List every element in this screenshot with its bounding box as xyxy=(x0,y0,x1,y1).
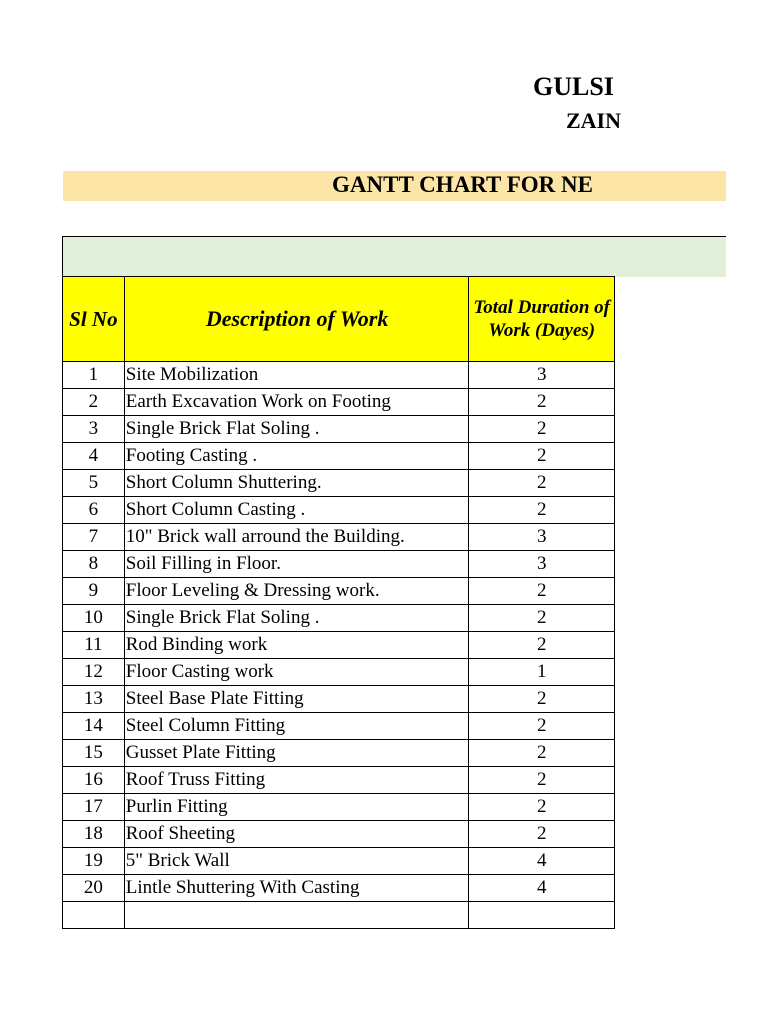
cell-duration[interactable]: 2 xyxy=(469,470,615,497)
table-row xyxy=(63,605,615,632)
document-subtitle: ZAIN xyxy=(566,108,622,133)
cell-sl-no[interactable]: 4 xyxy=(63,443,125,470)
cell-duration[interactable] xyxy=(469,902,615,929)
header-duration[interactable]: Total Duration of Work (Dayes) xyxy=(469,277,615,362)
cell-sl-no[interactable]: 8 xyxy=(63,551,125,578)
cell-duration[interactable]: 3 xyxy=(469,551,615,578)
cell-duration[interactable]: 3 xyxy=(469,362,615,389)
cell-duration[interactable]: 2 xyxy=(469,605,615,632)
cell-duration[interactable]: 1 xyxy=(469,659,615,686)
cell-duration[interactable]: 2 xyxy=(469,767,615,794)
cell-sl-no[interactable]: 17 xyxy=(63,794,125,821)
table-row xyxy=(63,497,615,524)
table-row xyxy=(63,686,615,713)
cell-description[interactable]: Soil Filling in Floor. xyxy=(124,551,469,578)
table-row xyxy=(63,740,615,767)
cell-sl-no[interactable]: 14 xyxy=(63,713,125,740)
table-row xyxy=(63,821,615,848)
cell-sl-no[interactable]: 15 xyxy=(63,740,125,767)
table-row xyxy=(63,443,615,470)
cell-description[interactable]: Site Mobilization xyxy=(124,362,469,389)
cell-description[interactable]: Purlin Fitting xyxy=(124,794,469,821)
cell-description[interactable]: Footing Casting . xyxy=(124,443,469,470)
header-description[interactable]: Description of Work xyxy=(124,277,469,362)
table-row xyxy=(63,713,615,740)
cell-description[interactable]: Short Column Casting . xyxy=(124,497,469,524)
cell-sl-no[interactable]: 1 xyxy=(63,362,125,389)
cell-description[interactable]: Floor Casting work xyxy=(124,659,469,686)
cell-sl-no[interactable]: 6 xyxy=(63,497,125,524)
table-row xyxy=(63,551,615,578)
table-row xyxy=(63,632,615,659)
table-row xyxy=(63,875,615,902)
cell-duration[interactable]: 3 xyxy=(469,524,615,551)
cell-description[interactable]: Single Brick Flat Soling . xyxy=(124,416,469,443)
table-row xyxy=(63,416,615,443)
cell-duration[interactable]: 2 xyxy=(469,740,615,767)
cell-sl-no[interactable] xyxy=(63,902,125,929)
cell-description[interactable]: Roof Sheeting xyxy=(124,821,469,848)
cell-sl-no[interactable]: 7 xyxy=(63,524,125,551)
cell-description[interactable]: Steel Base Plate Fitting xyxy=(124,686,469,713)
cell-duration[interactable]: 2 xyxy=(469,713,615,740)
table-row xyxy=(63,389,615,416)
work-schedule-table xyxy=(62,236,615,929)
table-row xyxy=(63,362,615,389)
section-row xyxy=(63,237,615,277)
cell-sl-no[interactable]: 11 xyxy=(63,632,125,659)
table-row xyxy=(63,578,615,605)
cell-description[interactable]: 10" Brick wall arround the Building. xyxy=(124,524,469,551)
cell-duration[interactable]: 2 xyxy=(469,443,615,470)
cell-duration[interactable]: 2 xyxy=(469,497,615,524)
header-sl-no[interactable]: Sl No xyxy=(63,277,125,362)
document-title: GULSI xyxy=(533,72,614,101)
cell-sl-no[interactable]: 20 xyxy=(63,875,125,902)
table-row xyxy=(63,848,615,875)
table-header-row xyxy=(63,277,615,362)
cell-description[interactable]: 5" Brick Wall xyxy=(124,848,469,875)
cell-description[interactable]: Short Column Shuttering. xyxy=(124,470,469,497)
cell-description[interactable]: Lintle Shuttering With Casting xyxy=(124,875,469,902)
cell-sl-no[interactable]: 16 xyxy=(63,767,125,794)
cell-description[interactable]: Floor Leveling & Dressing work. xyxy=(124,578,469,605)
cell-sl-no[interactable]: 18 xyxy=(63,821,125,848)
cell-sl-no[interactable]: 2 xyxy=(63,389,125,416)
cell-duration[interactable]: 2 xyxy=(469,416,615,443)
table-row xyxy=(63,794,615,821)
table-row xyxy=(63,659,615,686)
table-row xyxy=(63,767,615,794)
cell-duration[interactable]: 2 xyxy=(469,686,615,713)
cell-description[interactable] xyxy=(124,902,469,929)
cell-description[interactable]: Roof Truss Fitting xyxy=(124,767,469,794)
cell-sl-no[interactable]: 12 xyxy=(63,659,125,686)
cell-duration[interactable]: 2 xyxy=(469,821,615,848)
cell-description[interactable]: Gusset Plate Fitting xyxy=(124,740,469,767)
cell-sl-no[interactable]: 13 xyxy=(63,686,125,713)
cell-duration[interactable]: 2 xyxy=(469,578,615,605)
cell-sl-no[interactable]: 9 xyxy=(63,578,125,605)
cell-duration[interactable]: 2 xyxy=(469,389,615,416)
cell-description[interactable]: Steel Column Fitting xyxy=(124,713,469,740)
chart-banner-title: GANTT CHART FOR NE xyxy=(332,172,593,197)
table-row xyxy=(63,524,615,551)
table-row xyxy=(63,470,615,497)
cell-sl-no[interactable]: 10 xyxy=(63,605,125,632)
cell-description[interactable]: Single Brick Flat Soling . xyxy=(124,605,469,632)
cell-sl-no[interactable]: 3 xyxy=(63,416,125,443)
cell-duration[interactable]: 2 xyxy=(469,632,615,659)
cell-description[interactable]: Rod Binding work xyxy=(124,632,469,659)
cell-duration[interactable]: 4 xyxy=(469,875,615,902)
cell-description[interactable]: Earth Excavation Work on Footing xyxy=(124,389,469,416)
table-row xyxy=(63,902,615,929)
cell-duration[interactable]: 2 xyxy=(469,794,615,821)
cell-sl-no[interactable]: 5 xyxy=(63,470,125,497)
cell-duration[interactable]: 4 xyxy=(469,848,615,875)
cell-sl-no[interactable]: 19 xyxy=(63,848,125,875)
